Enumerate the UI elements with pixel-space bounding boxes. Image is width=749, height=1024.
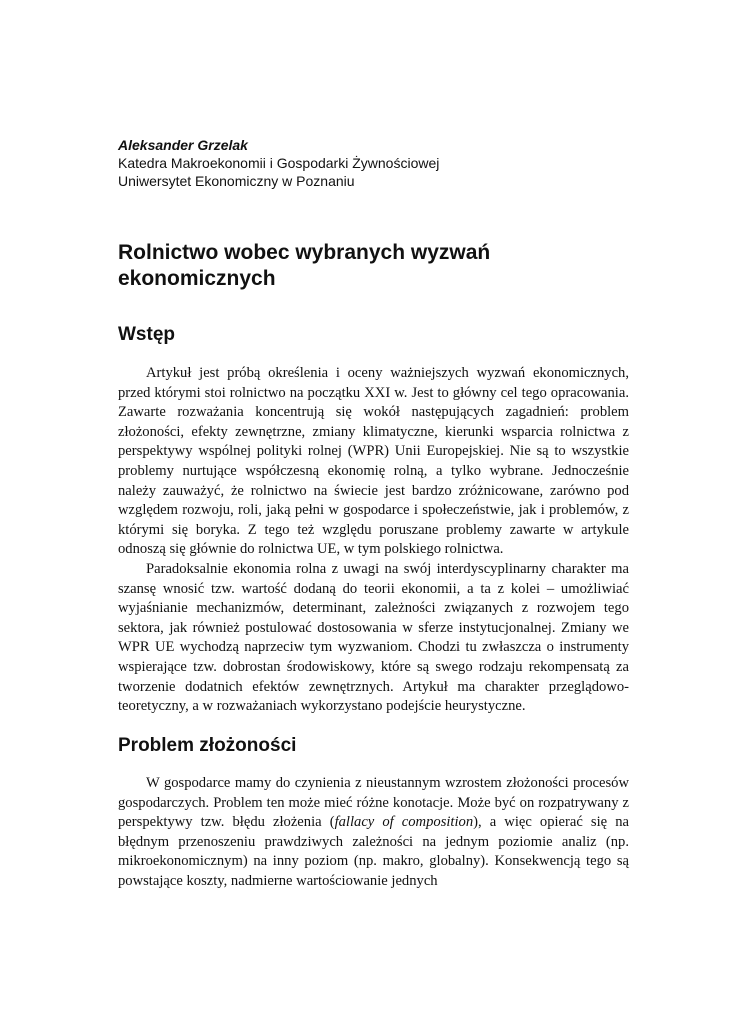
section-body-problem-zlozonosci	[118, 774, 629, 892]
author-block	[118, 136, 629, 190]
author-university: Uniwersytet Ekonomiczny w Poznaniu	[118, 173, 355, 189]
paragraph-text: W gospodarce mamy do czynienia z nieustannym wzrostem złożoności procesów gospodarczych. Problem ten może mieć różne konotacje. Może być on rozpatrywany z perspektywy tzw. błędu złożenia (	[118, 775, 629, 831]
paragraph: Paradoksalnie ekonomia rolna z uwagi na swój interdyscyplinarny charakter ma szansę wnosić tzw. wartość dodaną do teorii ekonomii, a ta z kolei – umożliwiać wyjaśnianie mechanizmów, determinant, zależności związanych z rozwojem tego sektora, jak również postulować dostosowania w sferze instytucjonalnej. Zmiany we WPR UE wychodzą naprzeciw tym wyzwaniom. Chodzi tu zwłaszcza o instrumenty wspierające tzw. dobrostan środowiskowy, które są swego rodzaju rekompensatą za tworzenie dodatnich efektów zewnętrznych. Artykuł ma charakter przeglądowo-teoretyczny, a w rozważaniach wykorzystano podejście heurystyczne.	[118, 560, 629, 715]
author-department: Katedra Makroekonomii i Gospodarki Żywnościowej	[118, 155, 440, 171]
italic-term: fallacy of composition	[334, 814, 474, 831]
paragraph-text: ), a więc opierać się na błędnym przenoszeniu prawdziwych zależności na jednym poziomie analiz (np. mikroekonomicznym) na inny poziom (np. makro, globalny). Konsekwencją tego są powstające koszty, nadmierne wartościowanie jednych	[118, 814, 629, 889]
paragraph: Artykuł jest próbą określenia i oceny ważniejszych wyzwań ekonomicznych, przed którymi stoi rolnictwo na początku XXI w. Jest to główny cel tego opracowania. Zawarte rozważania koncentrują się wokół następujących zagadnień: problem złożoności, efekty zewnętrzne, zmiany klimatyczne, kierunki wsparcia rolnictwa z perspektywy wspólnej polityki rolnej (WPR) Unii Europejskiej. Nie są to wszystkie problemy nurtujące współczesną ekonomię rolną, a tylko wybrane. Jednocześnie należy zauważyć, że rolnictwo na świecie jest bardzo zróżnicowane, zarówno pod względem rozwoju, roli, jaką pełni w gospodarce i społeczeństwie, jak i problemów, z którymi się boryka. Z tego też względu poruszane problemy zawarte w artykule odnoszą się głównie do rolnictwa UE, w tym polskiego rolnictwa.	[118, 365, 629, 558]
section-heading-wstep: Wstęp	[118, 324, 175, 345]
article-title: Rolnictwo wobec wybranych wyzwań ekonomicznych	[118, 241, 491, 290]
author-name: Aleksander Grzelak	[118, 137, 248, 153]
paragraph	[118, 774, 629, 892]
section-heading-problem-zlozonosci: Problem złożoności	[118, 735, 297, 756]
section-body-wstep	[118, 364, 629, 717]
